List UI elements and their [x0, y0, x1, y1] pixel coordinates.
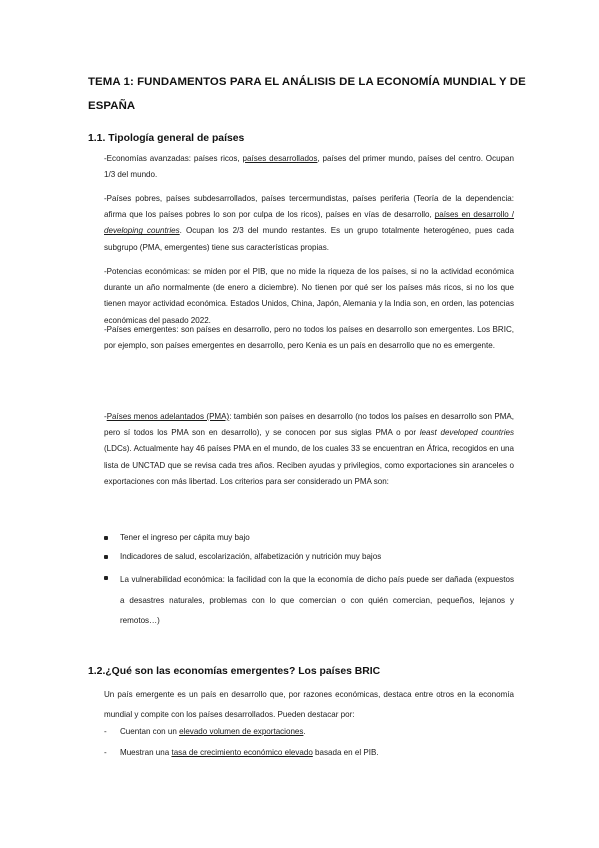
- paragraph-economias-emergentes: Un país emergente es un país en desarrollo que, por razones económicas, destaca entre otros en la economía mundial y compite con los países desarrollados. Pueden destacar por:: [104, 690, 514, 719]
- document-page: TEMA 1: FUNDAMENTOS PARA EL ANÁLISIS DE LA ECONOMÍA MUNDIAL Y DE ESPAÑA 1.1. Tipología general de países -Economías avanzadas: países ricos, países desarrollados, países del primer mundo, países del centro. Ocupan 1/3 del mundo. -Países pobres, países subdesarrollados, países tercermundistas, países periferia (Teoría de la dependencia: afirma que los países pobres lo son por culpa de los ricos), países en vías de desarrollo, países en desarrollo / developing countries. Ocupan los 2/3 del mundo restantes. Es un grupo totalmente heterogéneo, pues cada subgrupo (PMA, emergentes) tiene sus características propias. -Potencias económicas: se miden por el PIB, que no mide la riqueza de los países, si no la actividad económica durante un año normalmente (de enero a diciembre). No tienen por qué ser los países más ricos, si no los que tienen mayor actividad económica. Estados Unidos, China, Japón, Alemania y la India son, en orden, las potencias económicas del pasado 2022. -Países emergentes: son países en desarrollo, pero no todos los países en desarrollo son emergentes. Los BRIC, por ejemplo, son países emergentes en desarrollo, pero Kenia es un país en desarrollo que no es emergente. -Países menos adelantados (PMA): también son países en desarrollo (no todos los países en desarrollo son PMA, pero sí todos los PMA son en desarrollo), y se conocen por sus siglas PMA o por least developed countries (LDCs). Actualmente hay 46 países PMA en el mundo, de los cuales 33 se encuentran en África, recogidos en una lista de UNCTAD que se revisa cada tres años. Reciben ayudas y privilegios, como exportaciones sin aranceles o exportaciones con más libertad. Los criterios para ser considerado un PMA son: Tener el ingreso per cápita muy bajo Indicadores de salud, escolarización, alfabetización y nutrición muy bajos La vulnerabilidad económica: la facilidad con la que la economía de dicho país puede ser dañada (expuestos a desastres naturales, problemas con lo que comercian o con quién comercian, pequeños, lejanos y remotos…) 1.2.¿Qué son las economías emergentes? Los países BRIC Un país emergente es un país en desarrollo que, por razones económicas, destaca entre otros en la economía mundial y compite con los países desarrollados. Pueden destacar por: - Cuentan con un elevado volumen de exportaciones. - Muestran una tasa de crecimiento económico elevado basada en el PIB.: [0, 0, 599, 848]
- paragraph-potencias-economicas: -Potencias económicas: se miden por el PIB, que no mide la riqueza de los países, si no la actividad económica durante un año normalmente (de enero a diciembre). No tienen por qué ser los países más ricos, si no los que tienen mayor actividad económica. Estados Unidos, China, Japón, Alemania y la India son, en orden, las potencias económicas del pasado 2022.: [104, 267, 514, 325]
- bullet-icon: [104, 536, 108, 540]
- document-title: TEMA 1: FUNDAMENTOS PARA EL ANÁLISIS DE LA ECONOMÍA MUNDIAL Y DE ESPAÑA: [88, 76, 526, 112]
- paragraph-paises-emergentes: -Países emergentes: son países en desarrollo, pero no todos los países en desarrollo son emergentes. Los BRIC, por ejemplo, son países emergentes en desarrollo, pero Kenia es un país en desarrollo que no es emergente.: [104, 325, 514, 351]
- section-heading-1-1: 1.1. Tipología general de países: [88, 133, 245, 144]
- paragraph-paises-pobres: -Países pobres, países subdesarrollados, países tercermundistas, países periferia (Teoría de la dependencia: afirma que los países pobres lo son por culpa de los ricos), países en vías de desarrollo, países en desarrollo / developing countries. Ocupan los 2/3 del mundo restantes. Es un grupo totalmente heterogéneo, pues cada subgrupo (PMA, emergentes) tiene sus características propias.: [104, 194, 515, 252]
- dash-marker: -: [104, 748, 107, 757]
- section-heading-1-2: 1.2.¿Qué son las economías emergentes? Los países BRIC: [88, 666, 381, 677]
- bullet-icon: [104, 576, 108, 580]
- dash-marker: -: [104, 727, 107, 736]
- paragraph-economias-avanzadas: -Economías avanzadas: países ricos, países desarrollados, países del primer mundo, países del centro. Ocupan 1/3 del mundo.: [104, 154, 514, 180]
- bullet-icon: [104, 555, 108, 559]
- paragraph-pma: -Países menos adelantados (PMA): también son países en desarrollo (no todos los países en desarrollo son PMA, pero sí todos los PMA son en desarrollo), y se conocen por sus siglas PMA o por least developed countries (LDCs). Actualmente hay 46 países PMA en el mundo, de los cuales 33 se encuentran en África, recogidos en una lista de UNCTAD que se revisa cada tres años. Reciben ayudas y privilegios, como exportaciones sin aranceles o exportaciones con más libertad. Los criterios para ser considerado un PMA son:: [104, 412, 515, 486]
